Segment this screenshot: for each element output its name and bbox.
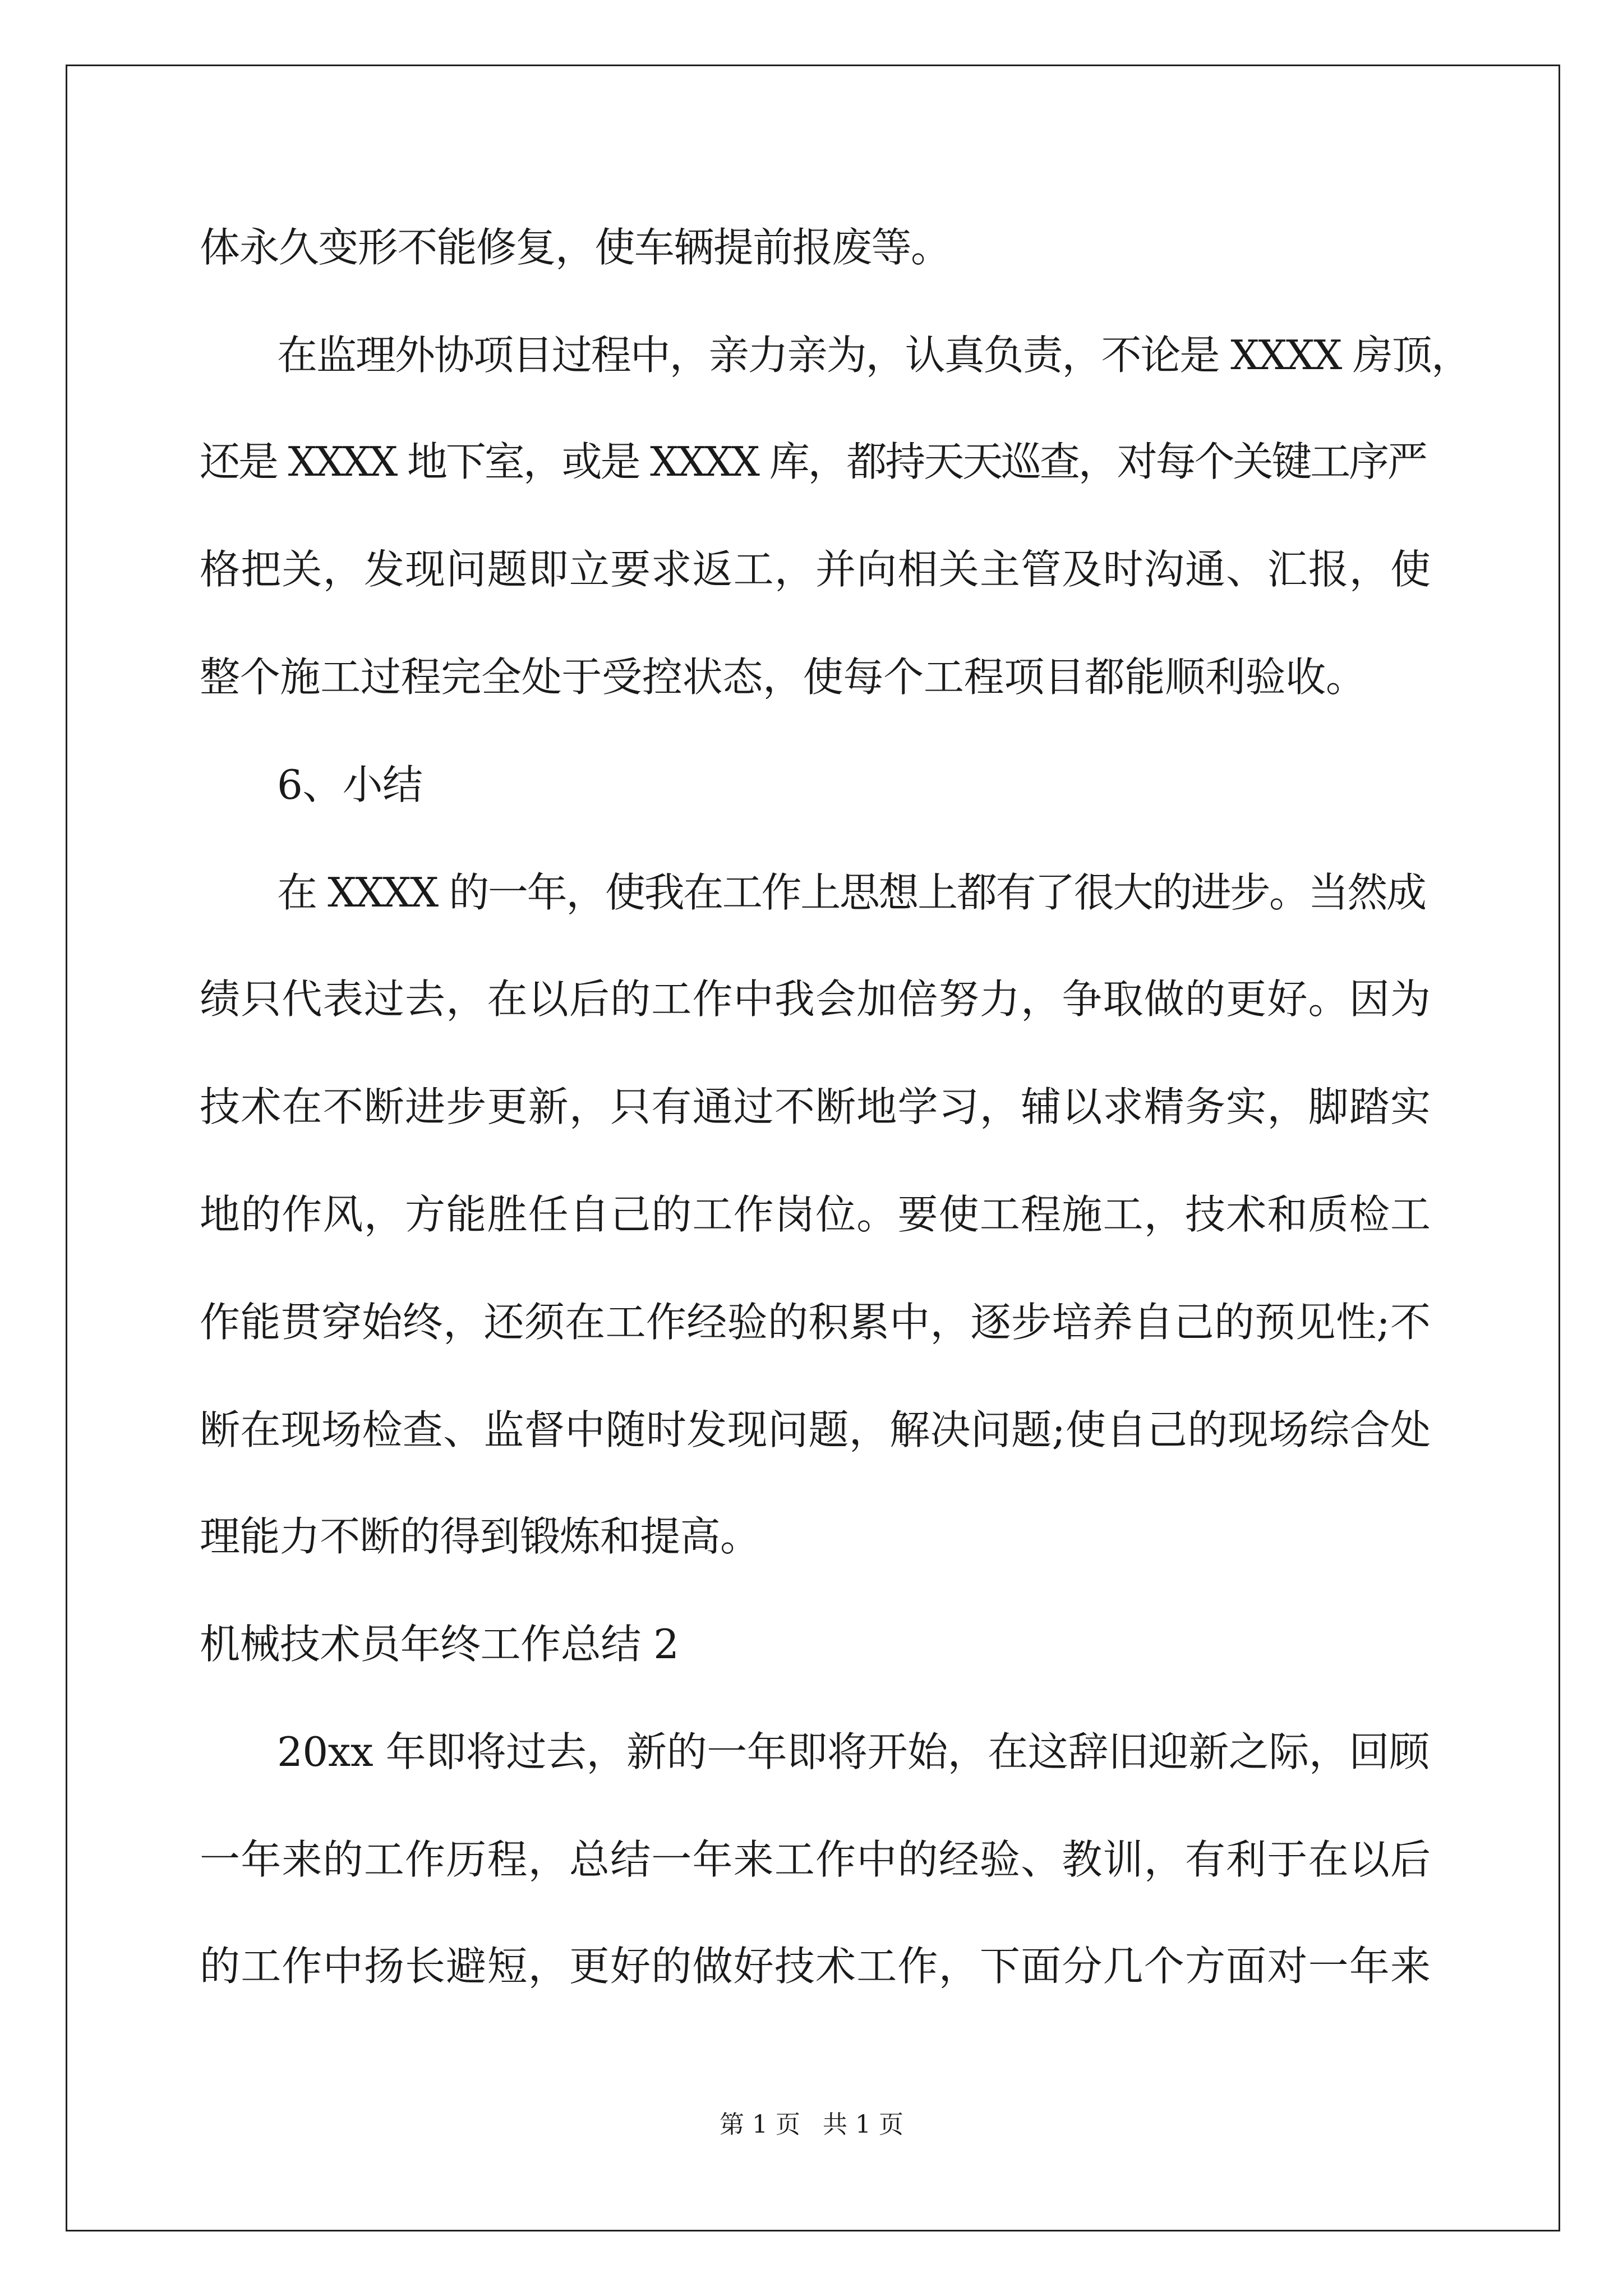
body-line: 断在现场检查、监督中随时发现问题，解决问题;使自己的现场综合处 [200,1406,1431,1453]
body-line: 在监理外协项目过程中，亲力亲为，认真负责，不论是 XXXX 房顶， [277,332,1470,379]
body-line: 地的作风，方能胜任自己的工作岗位。要使工程施工，技术和质检工 [200,1191,1432,1238]
body-line: 在 XXXX 的一年，使我在工作上思想上都有了很大的进步。当然成 [277,869,1426,916]
page-number: 第 1 页 [720,2110,800,2139]
body-line: 格把关，发现问题即立要求返工，并向相关主管及时沟通、汇报，使 [200,546,1432,593]
body-line: 20xx 年即将过去，新的一年即将开始，在这辞旧迎新之际，回顾 [277,1728,1430,1775]
page-footer [0,2110,1623,2139]
body-line: 还是 XXXX 地下室，或是 XXXX 库，都持天天巡查，对每个关键工序严 [200,438,1426,485]
document-subtitle: 机械技术员年终工作总结 2 [200,1621,679,1668]
body-line: 技术在不断进步更新，只有通过不断地学习，辅以求精务实，脚踏实 [200,1083,1432,1130]
body-line: 一年来的工作历程，总结一年来工作中的经验、教训，有利于在以后 [200,1836,1432,1883]
body-line: 整个施工过程完全处于受控状态，使每个工程项目都能顺利验收。 [200,654,1366,701]
body-line: 绩只代表过去，在以后的工作中我会加倍努力，争取做的更好。因为 [200,976,1432,1023]
section-heading: 6、小结 [277,761,423,808]
page-total: 共 1 页 [823,2110,903,2139]
body-line: 的工作中扬长避短，更好的做好技术工作，下面分几个方面对一年来 [200,1943,1432,1990]
page-frame [66,65,1560,2231]
body-line: 理能力不断的得到锻炼和提高。 [200,1513,760,1560]
body-line: 作能贯穿始终，还须在工作经验的积累中，逐步培养自己的预见性;不 [200,1299,1431,1346]
body-line: 体永久变形不能修复，使车辆提前报废等。 [200,224,951,271]
